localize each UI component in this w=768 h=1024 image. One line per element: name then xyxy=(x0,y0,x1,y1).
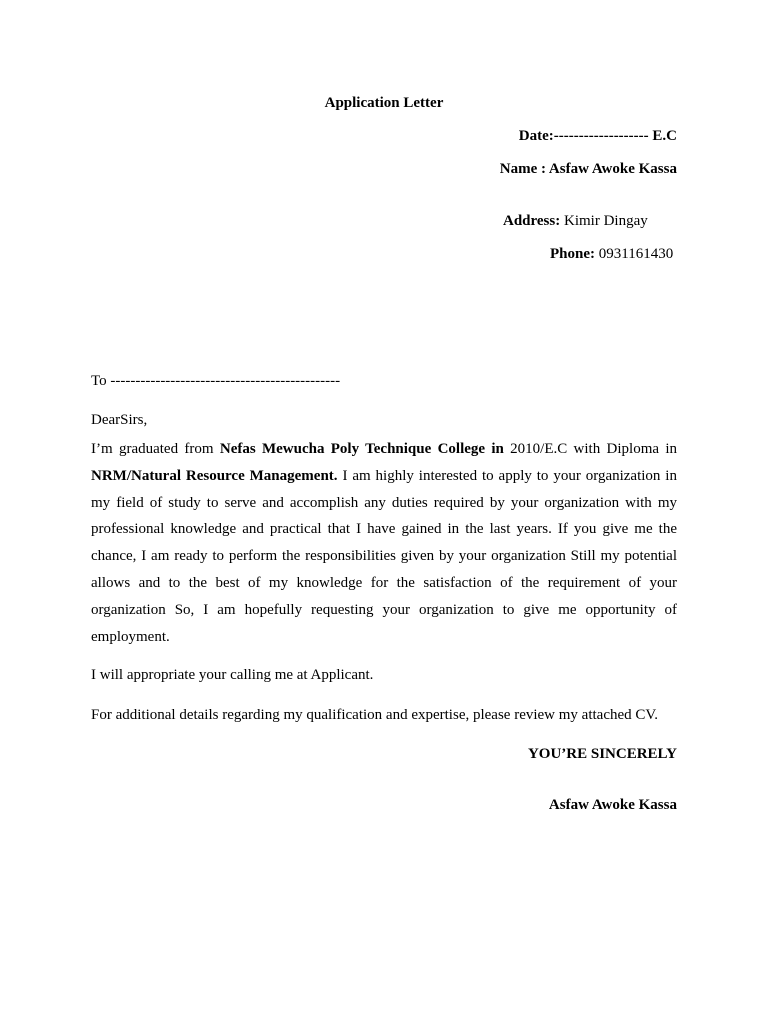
body-text: I am highly interested to apply to your organization in xyxy=(337,467,677,484)
body-text: 2010/E.C with Diploma in xyxy=(503,441,677,457)
signature: Asfaw Awoke Kassa xyxy=(548,797,677,813)
diploma-field: NRM/Natural Resource Management. xyxy=(91,467,338,484)
body-text: I’m graduated from xyxy=(91,441,220,457)
phone-value: 0931161430 xyxy=(598,246,674,262)
address-line xyxy=(503,212,648,230)
body-line xyxy=(91,463,677,490)
body-line: my field of study to serve and accomplish any duties required by your organization with my xyxy=(91,494,677,511)
body-line: allows and to the best of my knowledge for the satisfaction of the requirement of your xyxy=(91,574,677,591)
letter-title: Application Letter xyxy=(324,95,444,111)
address-value: Kimir Dingay xyxy=(563,213,648,229)
phone-line xyxy=(550,245,673,263)
date-label: Date: xyxy=(518,128,554,144)
date-value: ------------------- E.C xyxy=(553,128,677,144)
date-line xyxy=(519,127,677,145)
name-value: Asfaw Awoke Kassa xyxy=(548,161,677,177)
salutation: DearSirs, xyxy=(91,412,148,428)
body-line: employment. xyxy=(91,628,170,645)
phone-label: Phone: xyxy=(550,246,595,262)
closing: YOU’RE SINCERELY xyxy=(527,746,677,762)
body-line: organization So, I am hopefully requesting your organization to give me opportunity of xyxy=(91,601,677,618)
body-paragraph xyxy=(91,436,677,650)
college-name: Nefas Mewucha Poly Technique College in xyxy=(219,441,504,457)
body-line: professional knowledge and practical that I have gained in the last years. If you give me the xyxy=(91,521,677,538)
name-line xyxy=(500,160,677,178)
paragraph-additional-details: For additional details regarding my qualification and expertise, please review my attached CV. xyxy=(91,707,659,723)
body-line xyxy=(91,436,677,463)
body-line: chance, I am ready to perform the responsibilities given by your organization Still my potential xyxy=(91,548,677,565)
name-label: Name : xyxy=(499,161,546,177)
address-label: Address: xyxy=(503,213,561,229)
paragraph-calling: I will appropriate your calling me at Applicant. xyxy=(91,667,374,683)
recipient-line: To ---------------------------------------------- xyxy=(91,373,341,389)
